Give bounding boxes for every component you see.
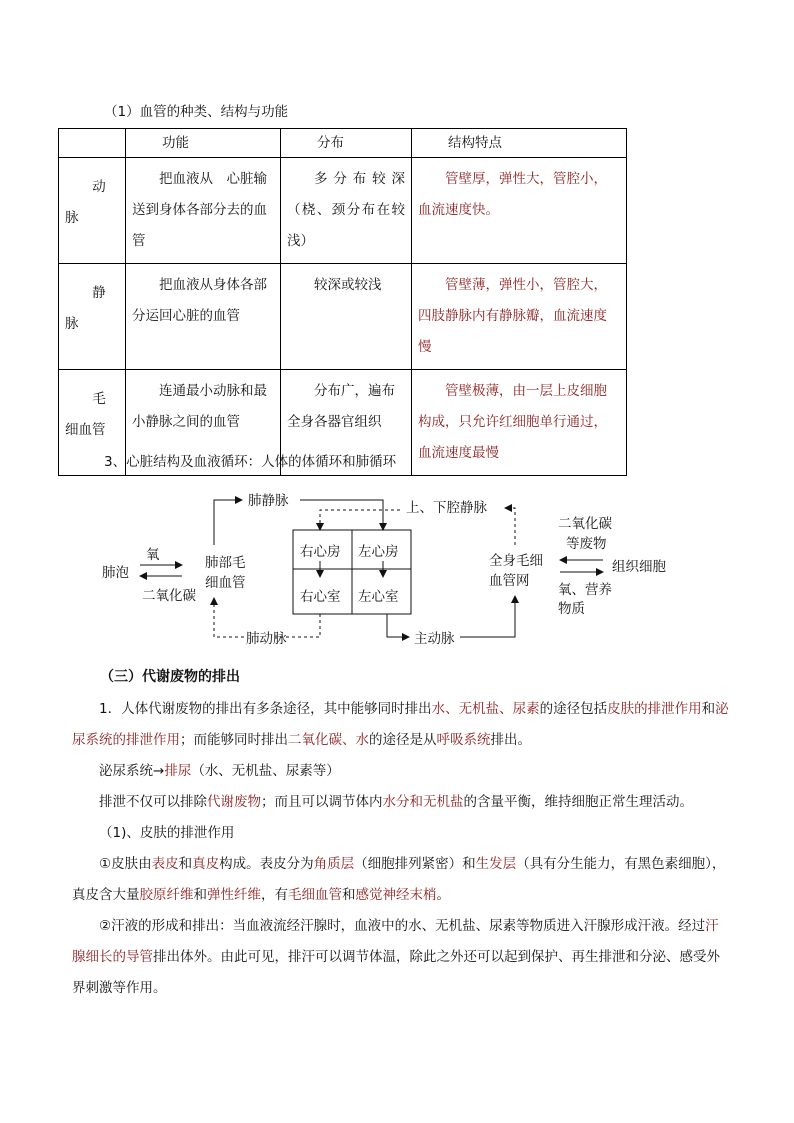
table-header-cell: 结构特点 [412, 129, 627, 158]
distribution-cell: 多分布较深（桡、颈分布在较浅） [281, 158, 412, 264]
pulmvein-to-la-arrow [300, 500, 383, 530]
section-heading: （三）代谢废物的排出 [100, 669, 240, 685]
highlight-text: 生发层 [475, 856, 517, 872]
vessel-name-b: 细血管 [65, 422, 106, 438]
tissue-cell-label: 组织细胞 [612, 559, 666, 575]
function-cell: 把血液从 心脏输送到身体各部分去的血管 [126, 158, 281, 264]
vessel-name-cell [59, 264, 126, 370]
lv-to-aorta-arrow [387, 614, 409, 637]
right-ventricle-label: 右心室 [300, 589, 341, 605]
highlight-text: 水分和无机盐 [382, 794, 464, 810]
highlight-text: 皮肤的排泄作用 [607, 701, 702, 717]
venacava-to-ra-arrow [320, 510, 400, 530]
paragraph-1 [72, 694, 732, 756]
vessel-name-a: 毛 [92, 391, 106, 407]
waste-label-1: 二氧化碳 [558, 516, 612, 532]
highlight-text: 代谢废物 [207, 794, 261, 810]
table-header-cell: 分布 [281, 129, 412, 158]
lung-capillary-label-2: 细血管 [205, 575, 246, 591]
text-run: （水、无机盐、尿素等） [191, 763, 340, 779]
paragraph-3 [72, 787, 732, 818]
text-run: ②汗液的形成和排出：当血液流经汗腺时，血液中的水、无机盐、尿素等物质进入汗腺形成汗液。经过 [99, 918, 706, 934]
highlight-text: 表皮 [151, 856, 179, 872]
nutrient-label-1: 氧、营养 [558, 582, 612, 598]
body-capillary-label-2: 血管网 [489, 573, 530, 589]
oxygen-label: 氧 [146, 547, 160, 563]
paragraph-6 [72, 911, 732, 1004]
pulmartery-to-lungcap-arrow [214, 598, 244, 637]
distribution-cell: 分布广，遍布全身各器官组织 [281, 370, 412, 476]
structure-cell: 管壁极薄，由一层上皮细胞构成，只允许红细胞单行通过，血流速度最慢 [412, 370, 627, 476]
highlight-text: 弹性纤维 [207, 887, 261, 903]
table-header-cell: 功能 [126, 129, 281, 158]
blood-vessel-table [58, 128, 627, 476]
section1-title: （1）血管的种类、结构与功能 [104, 104, 289, 120]
highlight-text: 呼吸系统 [436, 732, 491, 748]
text-run: 和 [342, 887, 356, 903]
left-atrium-label: 左心房 [358, 544, 399, 560]
table-header-cell [59, 129, 126, 158]
highlight-text: 胶原纤维 [139, 887, 194, 903]
highlight-text: 二氧化碳、水 [288, 732, 369, 748]
aorta-label: 主动脉 [414, 631, 455, 647]
highlight-text: 汗腺细长的导管 [72, 918, 719, 965]
text-run: 1．人体代谢废物的排出有多条途径，其中能够同时排出 [99, 701, 432, 717]
bodycap-to-venacava-arrow [505, 508, 515, 545]
paragraph-5 [72, 849, 732, 911]
text-run: ，有 [261, 887, 288, 903]
table-row [59, 158, 627, 264]
left-ventricle-label: 左心室 [358, 589, 399, 605]
circulation-diagram [0, 480, 794, 655]
table-row [59, 264, 627, 370]
vessel-name-a: 静 [92, 285, 106, 301]
text-run: 和 [193, 887, 207, 903]
text-run: ；而且可以调节体内 [261, 794, 383, 810]
body-capillary-label-1: 全身毛细 [489, 553, 543, 569]
pulmonary-artery-label: 肺动脉 [246, 631, 287, 647]
lung-capillary-label-1: 肺部毛 [205, 555, 246, 571]
text-run: 和 [701, 701, 716, 717]
highlight-text: 感觉神经末梢 [355, 887, 437, 903]
highlight-text: 真皮 [192, 856, 220, 872]
text-run: ①皮肤由 [99, 856, 152, 872]
highlight-text: 角质层 [313, 856, 355, 872]
text-run: 排泄不仅可以排除 [99, 794, 207, 810]
text-run: 排出。 [490, 732, 531, 748]
highlight-text: 排尿 [164, 763, 192, 779]
function-cell: 把血液从身体各部分运回心脏的血管 [126, 264, 281, 370]
paragraph-4: （1)、皮肤的排泄作用 [99, 825, 235, 841]
paragraph-2 [72, 756, 732, 787]
distribution-cell: 较深或较浅 [281, 264, 412, 370]
text-run: （具有分生能力，有黑色素细胞），真皮含大量 [72, 856, 726, 903]
section3-title: 3、心脏结构及血液循环：人体的体循环和肺循环 [104, 454, 397, 470]
waste-label-2: 等废物 [566, 536, 607, 552]
structure-cell: 管壁薄，弹性小，管腔大，四肢静脉内有静脉瓣，血流速度慢 [412, 264, 627, 370]
lung-sac-label: 肺泡 [102, 565, 129, 581]
text-run: 和 [178, 856, 193, 872]
text-run: 构成。表皮分为 [219, 856, 314, 872]
text-run: 泌尿系统→ [99, 763, 165, 779]
text-run: 的途径包括 [539, 701, 608, 717]
lungcap-to-pulmvein-arrow [214, 500, 242, 545]
highlight-text: 水、无机盐、尿素 [431, 701, 540, 717]
text-run: 。 [436, 887, 450, 903]
vessel-name-b: 脉 [65, 316, 79, 332]
vessel-name-cell [59, 158, 126, 264]
right-atrium-label: 右心房 [300, 544, 341, 560]
pulmonary-vein-label: 肺静脉 [248, 493, 289, 509]
table-header-row [59, 129, 627, 158]
co2-label: 二氧化碳 [142, 588, 196, 604]
text-run: 的途径是从 [369, 732, 437, 748]
text-run: （细胞排列紧密）和 [354, 856, 476, 872]
function-cell: 连通最小动脉和最小静脉之间的血管 [126, 370, 281, 476]
aorta-to-bodycap-arrow [460, 596, 515, 637]
vessel-name-b: 脉 [65, 210, 79, 226]
nutrient-label-2: 物质 [558, 601, 585, 617]
text-run: 的含量平衡，维持细胞正常生理活动。 [463, 794, 693, 810]
text-run: 排出体外。由此可见，排汗可以调节体温，除此之外还可以起到保护、再生排泄和分泌、感受外界刺激等作用。 [72, 949, 720, 996]
highlight-text: 毛细血管 [288, 887, 342, 903]
vena-cava-label: 上、下腔静脉 [406, 500, 487, 516]
text-run: ；而能够同时排出 [180, 732, 288, 748]
highlight-text: 泌尿系统的排泄作用 [72, 701, 729, 748]
structure-cell: 管壁厚，弹性大，管腔小，血流速度快。 [412, 158, 627, 264]
vessel-name-a: 动 [92, 179, 106, 195]
